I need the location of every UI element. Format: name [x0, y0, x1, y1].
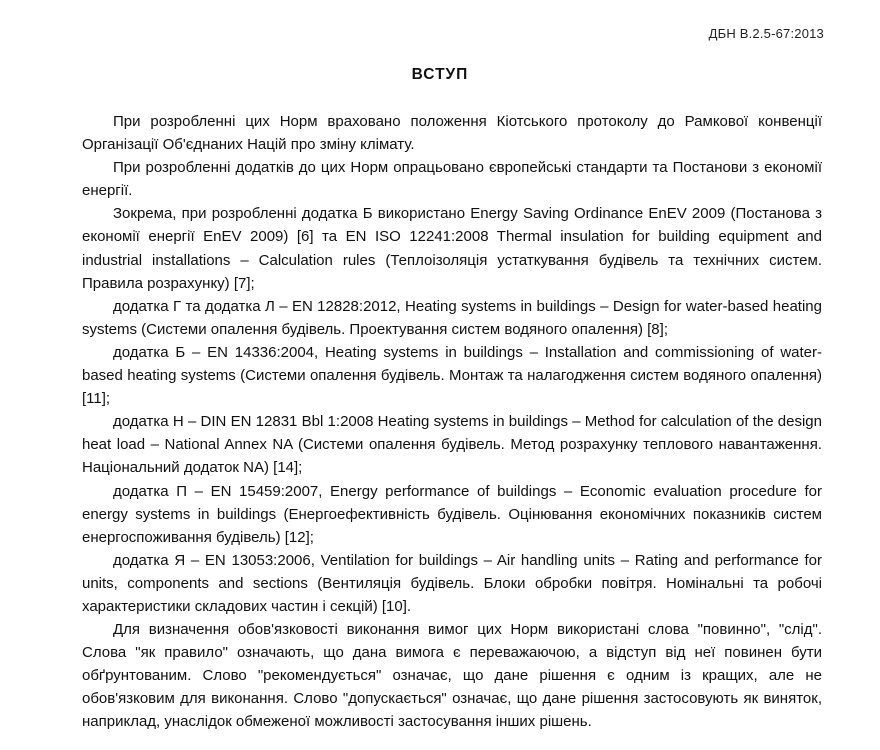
paragraph-annex-n: додатка Н – DIN EN 12831 Bbl 1:2008 Heating systems in buildings – Method for calculation of the design heat load – National Annex NA (Системи опалення будівель. Метод розрахунку теплового навантаження. Національний додаток NA) [14];	[82, 413, 822, 477]
section-body	[82, 110, 822, 734]
paragraph-kyoto: При розробленні цих Норм враховано положення Кіотського протоколу до Рамкової конвенції Організації Об'єднаних Націй про зміну клімату.	[82, 113, 822, 154]
paragraph-terminology: Для визначення обов'язковості виконання вимог цих Норм використані слова "повинно", "слід". Слова "як правило" означають, що дана вимога є переважаючою, а відступ від неї повинен бути обґрунтованим. Слово "рекомендується" означає, що дане рішення є одним із кращих, але не обов'язковим для виконання. Слово "допускається" означає, що дане рішення застосовують як виняток, наприклад, унаслідок обмеженої можливості застосування інших рішень.	[82, 621, 822, 731]
paragraph-annex-p: додатка П – EN 15459:2007, Energy performance of buildings – Economic evaluation procedure for energy systems in buildings (Енергоефективність будівель. Оцінювання економічних показників систем енергоспоживання будівель) [12];	[82, 482, 822, 546]
paragraph-annex-b-sources: Зокрема, при розробленні додатка Б використано Energy Saving Ordinance EnEV 2009 (Постанова з економії енергії EnEV 2009) [6] та EN ISO 12241:2008 Thermal insulation for building equipment and industrial installations – Calculation rules (Теплоізоляція устаткування будівель та технічних систем. Правила розрахунку) [7];	[82, 205, 822, 292]
paragraph-annex-b: додатка Б – EN 14336:2004, Heating systems in buildings – Installation and commissioning of water-based heating systems (Системи опалення будівель. Монтаж та налагодження систем водяного опалення) [11];	[82, 343, 822, 408]
document-code: ДБН В.2.5-67:2013	[708, 26, 824, 41]
paragraph-annex-g-l: додатка Г та додатка Л – EN 12828:2012, Heating systems in buildings – Design for water-based heating systems (Системи опалення будівель. Проектування систем водяного опалення) [8];	[82, 297, 822, 338]
paragraph-annex-ya: додатка Я – EN 13053:2006, Ventilation for buildings – Air handling units – Rating and performance for units, components and sections (Вентиляція будівель. Блоки обробки повітря. Номінальні та робочі характеристики складових частин і секцій) [10].	[82, 551, 822, 615]
paragraph-annexes: При розробленні додатків до цих Норм опрацьовано європейські стандарти та Постанови з економії енергії.	[82, 159, 822, 200]
section-title: ВСТУП	[411, 66, 469, 83]
